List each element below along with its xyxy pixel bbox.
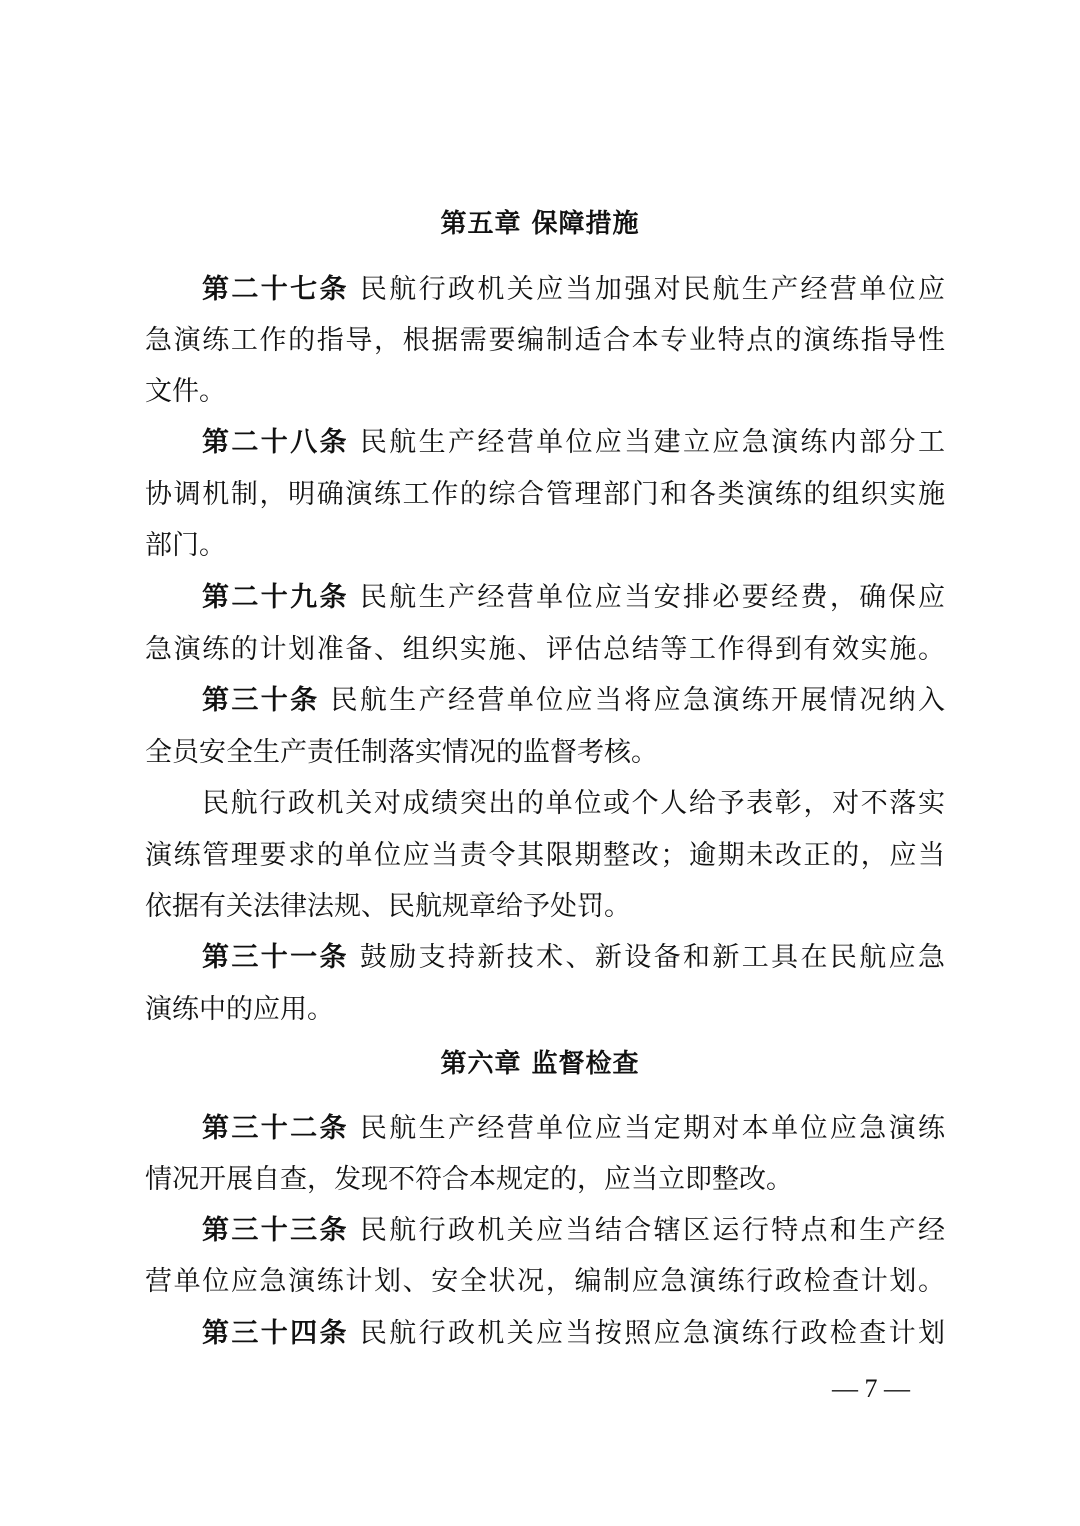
article-30-p2-line-2: 演练管理要求的单位应当责令其限期整改；逾期未改正的，应当 [145, 840, 945, 871]
article-34-line-1: 第三十四条 民航行政机关应当按照应急演练行政检查计划 [202, 1318, 945, 1349]
article-34-label: 第三十四条 [202, 1318, 349, 1349]
article-31-line-1: 第三十一条 鼓励支持新技术、新设备和新工具在民航应急 [202, 942, 945, 973]
article-33-label: 第三十三条 [202, 1215, 349, 1246]
article-32-label: 第三十二条 [202, 1113, 349, 1144]
article-28-line-1: 第二十八条 民航生产经营单位应当建立应急演练内部分工 [202, 427, 945, 458]
chapter-6-heading: 第六章 监督检查 [440, 1049, 640, 1079]
article-33-line-2: 营单位应急演练计划、安全状况，编制应急演练行政检查计划。 [145, 1266, 945, 1297]
article-33-line-1: 第三十三条 民航行政机关应当结合辖区运行特点和生产经 [202, 1215, 945, 1246]
article-30-line-2: 全员安全生产责任制落实情况的监督考核。 [145, 737, 658, 768]
article-30-line-1: 第三十条 民航生产经营单位应当将应急演练开展情况纳入 [202, 685, 945, 716]
article-28-line-2: 协调机制，明确演练工作的综合管理部门和各类演练的组织实施 [145, 479, 945, 510]
article-31-line-2: 演练中的应用。 [145, 994, 334, 1025]
article-27-line-3: 文件。 [145, 376, 226, 407]
article-29-line-2: 急演练的计划准备、组织实施、评估总结等工作得到有效实施。 [145, 634, 945, 665]
article-30-label: 第三十条 [202, 685, 320, 716]
article-27-line-2: 急演练工作的指导，根据需要编制适合本专业特点的演练指导性 [145, 325, 945, 356]
chapter-5-heading: 第五章 保障措施 [440, 209, 640, 239]
article-28-label: 第二十八条 [202, 427, 349, 458]
article-27-line-1: 第二十七条 民航行政机关应当加强对民航生产经营单位应 [202, 274, 945, 305]
article-32-line-2: 情况开展自查，发现不符合本规定的，应当立即整改。 [145, 1164, 793, 1195]
article-32-line-1: 第三十二条 民航生产经营单位应当定期对本单位应急演练 [202, 1113, 945, 1144]
article-29-line-1: 第二十九条 民航生产经营单位应当安排必要经费，确保应 [202, 582, 945, 613]
article-30-p2-line-1: 民航行政机关对成绩突出的单位或个人给予表彰，对不落实 [202, 788, 945, 819]
article-29-label: 第二十九条 [202, 582, 349, 613]
article-27-label: 第二十七条 [202, 274, 349, 305]
page-number: — 7 — [832, 1374, 910, 1403]
article-28-line-3: 部门。 [145, 530, 226, 561]
article-30-p2-line-3: 依据有关法律法规、民航规章给予处罚。 [145, 891, 631, 922]
article-31-label: 第三十一条 [202, 942, 349, 973]
